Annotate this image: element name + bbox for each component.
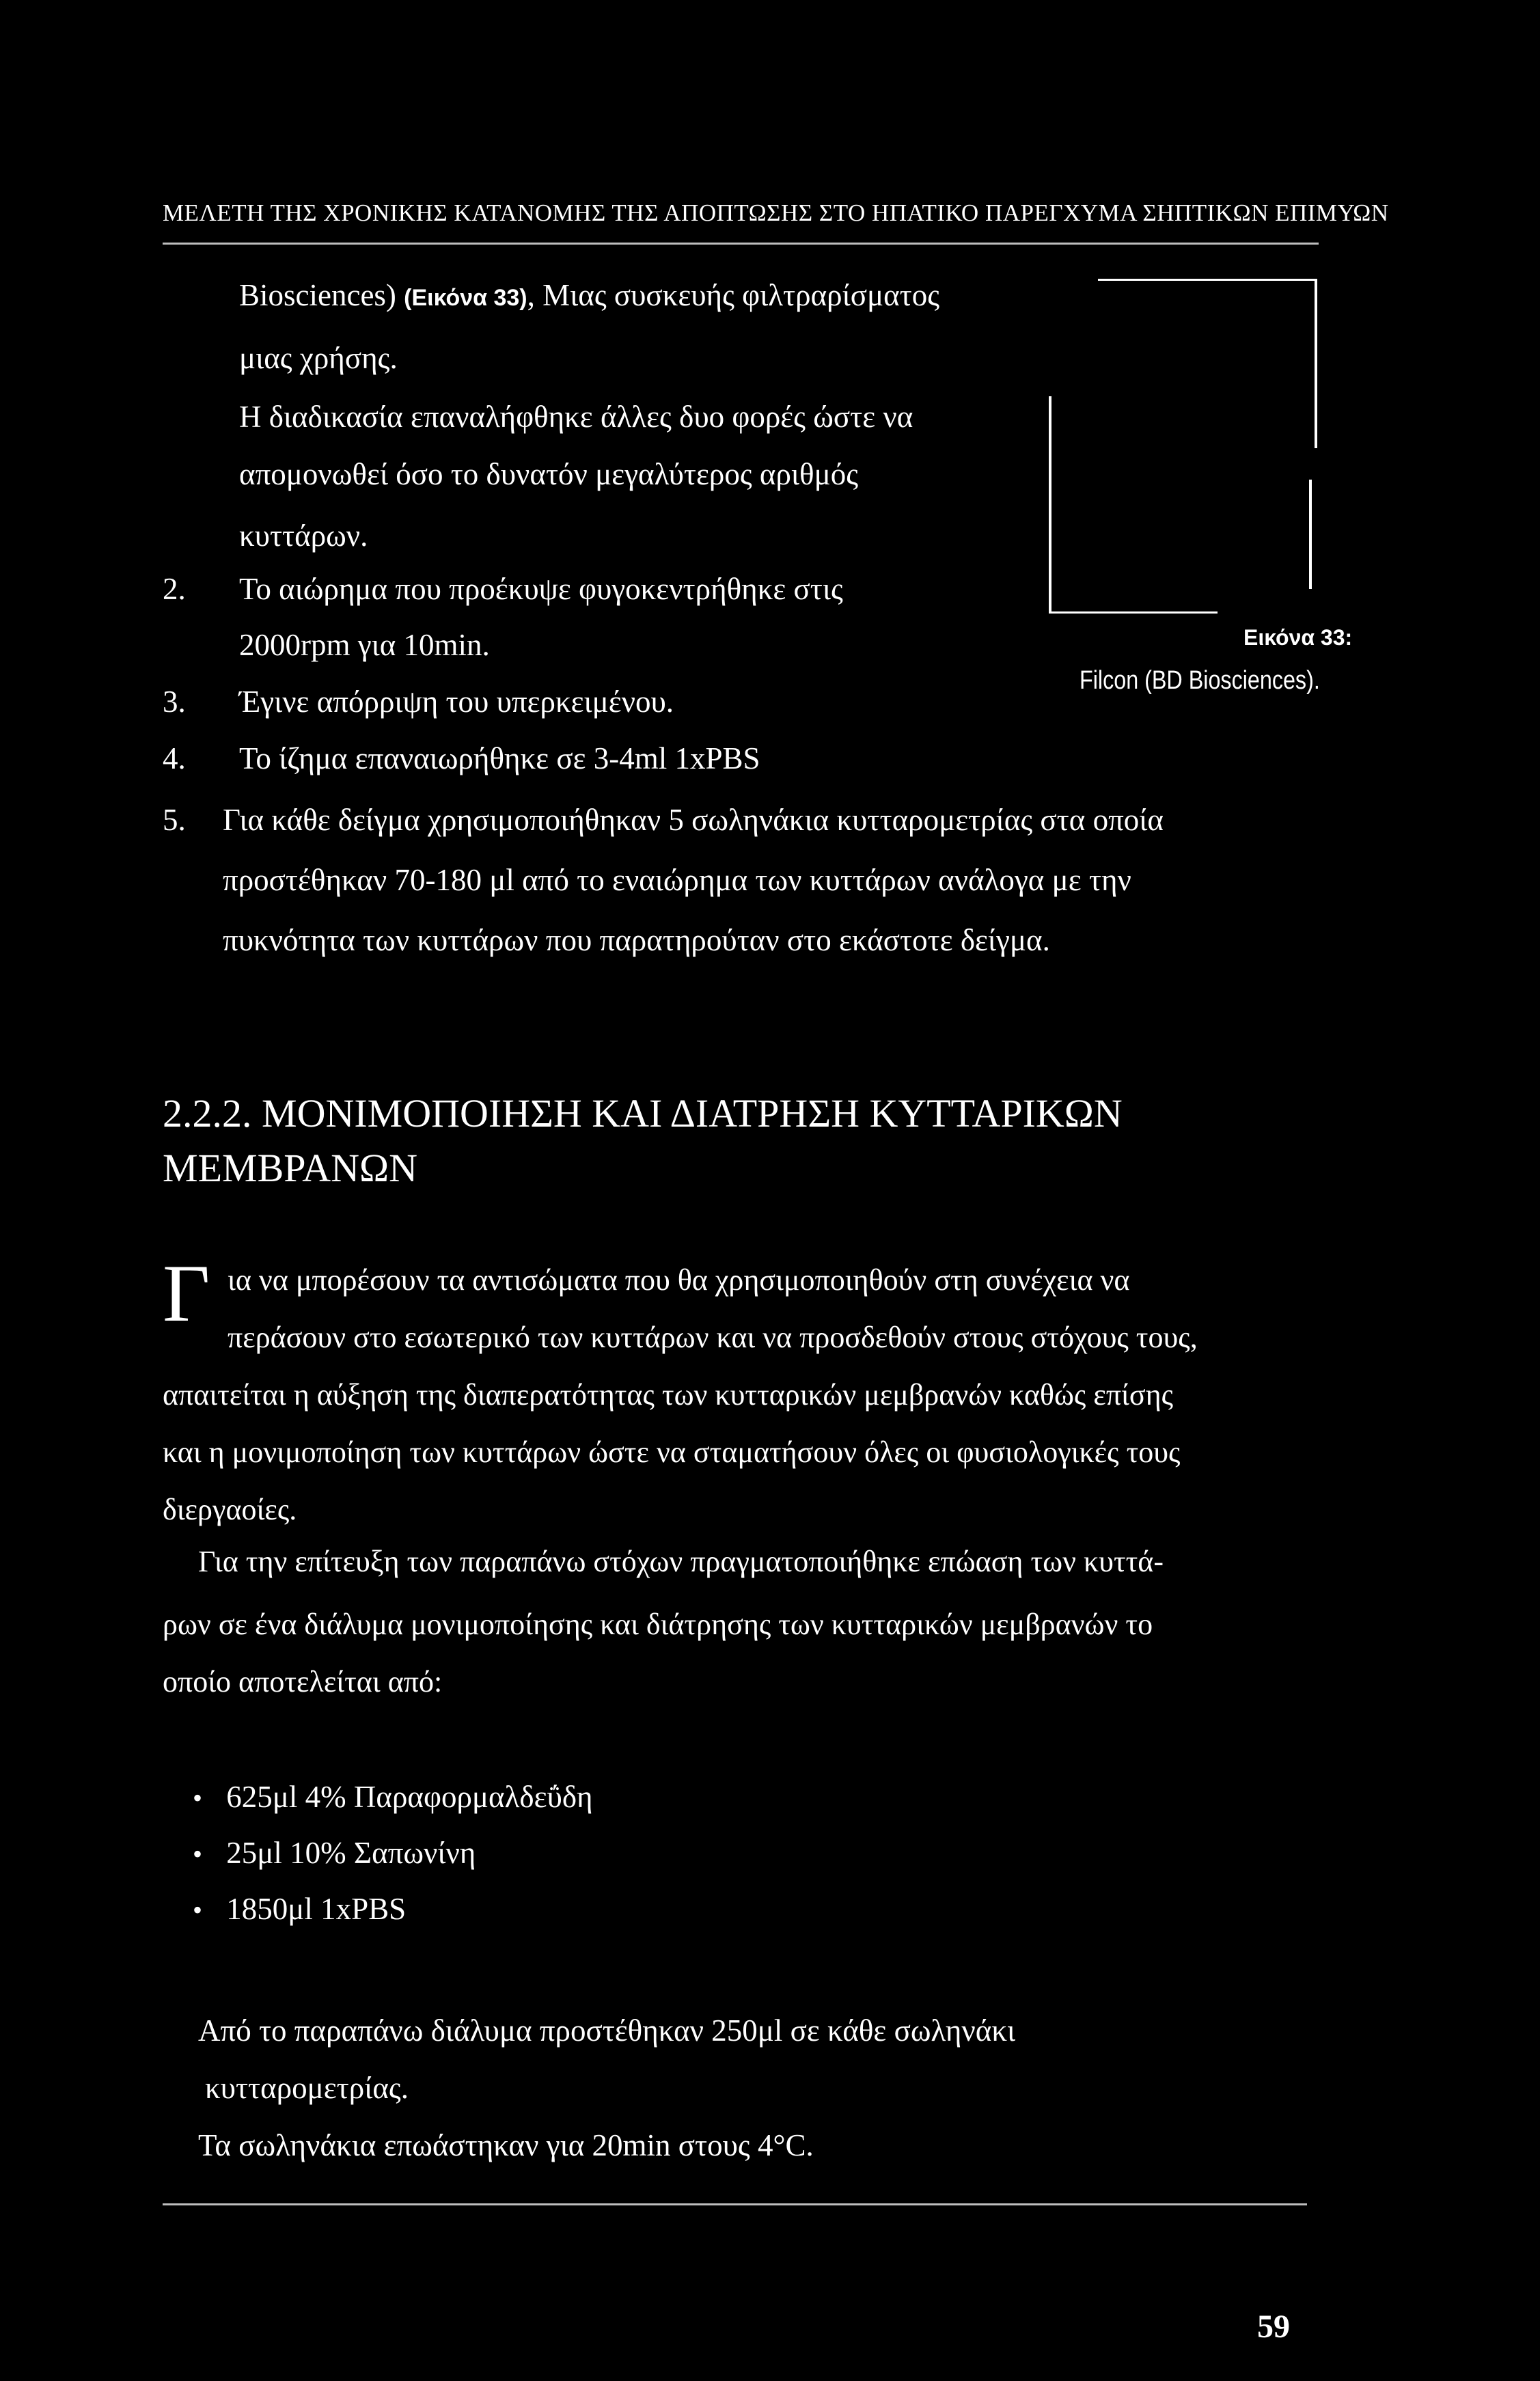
paragraph-line: ια να μπορέσουν τα αντισώματα που θα χρησιμοποιηθούν στη συνέχεια να <box>228 1263 1130 1297</box>
step-text: Έγινε απόρριψη του υπερκειμένου. <box>239 685 674 719</box>
page-number: 59 <box>1257 2309 1290 2345</box>
section-heading <box>163 1086 1123 1196</box>
paragraph-line: διεργαοίες. <box>163 1493 297 1526</box>
bullet-icon: • <box>193 1839 203 1869</box>
step-text: προστέθηκαν 70-180 μl από το εναιώρημα των κυττάρων ανάλογα με την <box>223 863 1131 897</box>
running-header: ΜΕΛΕΤΗ ΤΗΣ ΧΡΟΝΙΚΗΣ ΚΑΤΑΝΟΜΗΣ ΤΗΣ ΑΠΟΠΤΩΣΗΣ ΣΤΟ ΗΠΑΤΙΚΟ ΠΑΡΕΓΧΥΜΑ ΣΗΠΤΙΚΩΝ ΕΠΙΜΥΩΝ <box>163 199 1389 226</box>
intro-line-1 <box>239 280 939 311</box>
footer-rule <box>163 2203 1307 2205</box>
paragraph-line: Για την επίτευξη των παραπάνω στόχων πραγματοποιήθηκε επώαση των κυττά- <box>198 1545 1164 1578</box>
bullet-item <box>193 1838 476 1869</box>
figure-frame-left <box>1049 396 1051 614</box>
step-text: Το ίζημα επαναιωρήθηκε σε 3-4ml 1xPBS <box>239 741 760 775</box>
closing-line: κυτταρομετρίας. <box>205 2071 409 2105</box>
step-number: 2. <box>163 572 186 606</box>
figure-reference: (Εικόνα 33) <box>404 285 527 311</box>
intro-text: Biosciences) <box>239 278 404 312</box>
step-number: 4. <box>163 741 186 775</box>
intro-line-2: μιας χρήσης. <box>239 341 398 375</box>
section-heading-line: 2.2.2. ΜΟΝΙΜΟΠΟΙΗΣΗ ΚΑΙ ΔΙΑΤΡΗΣΗ ΚΥΤΤΑΡΙΚΩΝ <box>163 1091 1123 1136</box>
intro-line-5: κυττάρων. <box>239 519 368 553</box>
drop-cap: Γ <box>163 1248 210 1338</box>
section-heading-line: ΜΕΜΒΡΑΝΩΝ <box>163 1146 418 1190</box>
intro-line-3: Η διαδικασία επαναλήφθηκε άλλες δυο φορές ώστε να <box>239 400 913 434</box>
bullet-icon: • <box>193 1783 203 1813</box>
figure-frame-right <box>1315 279 1317 448</box>
paragraph-line: ρων σε ένα διάλυμα μονιμοποίησης και διάτρησης των κυτταρικών μεμβρανών το <box>163 1608 1153 1641</box>
bullet-text: 625μl 4% Παραφορμαλδεΰδη <box>226 1780 593 1814</box>
step-text: Για κάθε δείγμα χρησιμοποιήθηκαν 5 σωληνάκια κυτταρομετρίας στα οποία <box>223 803 1164 837</box>
closing-line: Τα σωληνάκια επωάστηκαν για 20min στους 4°C. <box>198 2128 814 2162</box>
bullet-icon: • <box>193 1895 203 1925</box>
step-text: 2000rpm για 10min. <box>239 628 490 662</box>
bullet-item <box>193 1894 406 1925</box>
step-number: 5. <box>163 803 186 837</box>
paragraph-line: περάσουν στο εσωτερικό των κυττάρων και να προσδεθούν στους στόχους τους, <box>228 1321 1198 1354</box>
figure-frame-right <box>1309 480 1312 589</box>
figure-frame-top <box>1098 279 1317 281</box>
intro-line-4: απομονωθεί όσο το δυνατόν μεγαλύτερος αριθμός <box>239 457 859 491</box>
step-text: πυκνότητα των κυττάρων που παρατηρούταν στο εκάστοτε δείγμα. <box>223 923 1050 957</box>
figure-caption-text: Filcon (BD Biosciences). <box>1080 666 1320 695</box>
paragraph-line: απαιτείται η αύξηση της διαπερατότητας των κυτταρικών μεμβρανών καθώς επίσης <box>163 1378 1174 1412</box>
figure-caption-label: Εικόνα 33: <box>1243 625 1353 650</box>
figure-frame-bottom <box>1049 611 1218 614</box>
step-number: 3. <box>163 685 186 719</box>
paragraph-line: οποίο αποτελείται από: <box>163 1665 443 1698</box>
bullet-text: 1850μl 1xPBS <box>226 1892 407 1926</box>
header-rule <box>163 243 1319 245</box>
paragraph-line: και η μονιμοποίηση των κυττάρων ώστε να σταματήσουν όλες οι φυσιολογικές τους <box>163 1435 1181 1469</box>
bullet-text: 25μl 10% Σαπωνίνη <box>226 1836 476 1870</box>
intro-text: , Μιας συσκευής φιλτραρίσματος <box>527 278 940 312</box>
bullet-item <box>193 1782 593 1813</box>
step-text: Το αιώρημα που προέκυψε φυγοκεντρήθηκε στις <box>239 572 843 606</box>
closing-line: Από το παραπάνω διάλυμα προστέθηκαν 250μl σε κάθε σωληνάκι <box>198 2013 1016 2048</box>
